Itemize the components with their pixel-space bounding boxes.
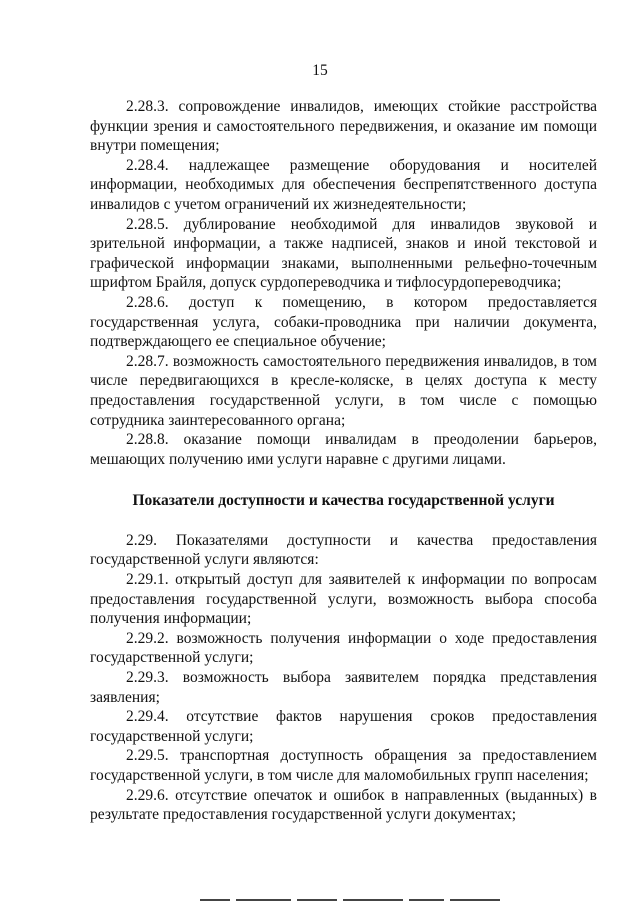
document-body bbox=[90, 97, 597, 825]
footer-scan-marks bbox=[200, 899, 600, 903]
paragraph-2-29-6: 2.29.6. отсутствие опечаток и ошибок в направленных (выданных) в результате предоставления государственной услуги документах; bbox=[90, 786, 597, 824]
paragraph-2-28-3: 2.28.3. сопровождение инвалидов, имеющих стойкие расстройства функции зрения и самостоятельного передвижения, и оказание им помощи внутри помещения; bbox=[90, 98, 597, 155]
paragraph-2-28-5: 2.28.5. дублирование необходимой для инвалидов звуковой и зрительной информации, а также надписей, знаков и иной текстовой и графической информации знаками, выполненными рельефно-точечным шрифтом Брайля, допуск сурдопереводчика и тифлосурдопереводчика; bbox=[90, 215, 597, 292]
section-heading: Показатели доступности и качества государственной услуги bbox=[132, 492, 555, 510]
paragraph-2-28-8: 2.28.8. оказание помощи инвалидам в преодолении барьеров, мешающих получению ими услуги наравне с другими лицами. bbox=[90, 431, 597, 468]
paragraph-2-28-4: 2.28.4. надлежащее размещение оборудования и носителей информации, необходимых для обеспечения беспрепятственного доступа инвалидов с учетом ограничений их жизнедеятельности; bbox=[90, 156, 597, 213]
paragraph-2-29-5: 2.29.5. транспортная доступность обращения за предоставлением государственной услуги, в том числе для маломобильных групп населения; bbox=[90, 747, 597, 784]
paragraph-2-29-2: 2.29.2. возможность получения информации о ходе предоставления государственной услуги; bbox=[90, 629, 597, 667]
paragraph-2-28-7: 2.28.7. возможность самостоятельного передвижения инвалидов, в том числе передвигающихся в кресле-коляске, в целях доступа к месту предоставления государственной услуги, в том числе с помощью сотрудника заинтересованного органа; bbox=[90, 352, 597, 429]
paragraph-2-29-4: 2.29.4. отсутствие фактов нарушения сроков предоставления государственной услуги; bbox=[90, 708, 597, 745]
paragraph-2-29-1: 2.29.1. открытый доступ для заявителей к информации по вопросам предоставления государственной услуги, возможность выбора способа получения информации; bbox=[90, 571, 597, 628]
paragraph-2-29: 2.29. Показателями доступности и качества предоставления государственной услуги являются: bbox=[90, 531, 597, 569]
paragraph-2-28-6: 2.28.6. доступ к помещению, в котором предоставляется государственная услуга, собаки-проводника при наличии документа, подтверждающего ее специальное обучение; bbox=[90, 293, 597, 351]
paragraph-2-29-3: 2.29.3. возможность выбора заявителем порядка представления заявления; bbox=[90, 669, 597, 706]
page-number: 15 bbox=[312, 62, 328, 79]
